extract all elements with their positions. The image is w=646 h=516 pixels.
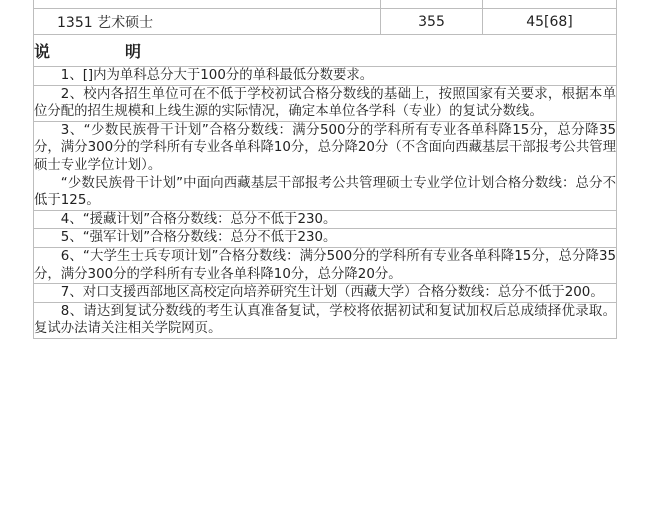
note-8: 8、请达到复试分数线的考生认真准备复试，学校将依据初试和复试加权后总成绩择优录取。复试办法请关注相关学院网页。	[34, 303, 616, 337]
subject-name-cell: 1351 艺术硕士	[34, 9, 381, 35]
heading-char-1: 说	[34, 42, 52, 61]
note-row-8	[34, 302, 617, 338]
note-row-3	[34, 121, 617, 210]
note-7: 7、对口支援西部地区高校定向培养研究生计划（西藏大学）合格分数线：总分不低于200。	[60, 285, 604, 301]
note-3-sub: “少数民族骨干计划”中面向西藏基层干部报考公共管理硕士专业学位计划合格分数线：总分不低于125。	[34, 175, 616, 209]
section-heading	[34, 35, 617, 67]
note-1: 1、[]内为单科总分大于100分的单科最低分数要求。	[60, 68, 374, 83]
score-table	[33, 8, 617, 339]
cut-off-previous-row	[33, 0, 617, 8]
note-row-7	[34, 284, 617, 303]
single-score-cell: 45[68]	[483, 9, 617, 35]
note-6: 6、“大学生士兵专项计划”合格分数线：满分500分的学科所有专业各单科降15分，总分降35分，满分300分的学科所有专业各单科降10分，总分降20分。	[34, 248, 616, 282]
note-4: 4、“援藏计划”合格分数线：总分不低于230。	[60, 211, 337, 227]
note-5: 5、“强军计划”合格分数线：总分不低于230。	[60, 230, 337, 246]
note-row-4	[34, 210, 617, 229]
total-score-cell: 355	[381, 9, 483, 35]
note-row-1	[34, 67, 617, 86]
note-row-5	[34, 229, 617, 248]
note-3: 3、“少数民族骨干计划”合格分数线：满分500分的学科所有专业各单科降15分，总分降35分，满分300分的学科所有专业各单科降10分，总分降20分（不含面向西藏基层干部报考公共管理硕士专业学位计划）。	[34, 122, 616, 173]
note-row-6	[34, 247, 617, 283]
heading-char-2: 明	[125, 42, 143, 61]
table-row	[34, 9, 617, 35]
note-row-2	[34, 85, 617, 121]
heading-row	[34, 35, 617, 67]
note-2: 2、校内各招生单位可在不低于学校初试合格分数线的基础上，按照国家有关要求，根据本单位分配的招生规模和上线生源的实际情况，确定本单位各学科（专业）的复试分数线。	[34, 86, 616, 120]
